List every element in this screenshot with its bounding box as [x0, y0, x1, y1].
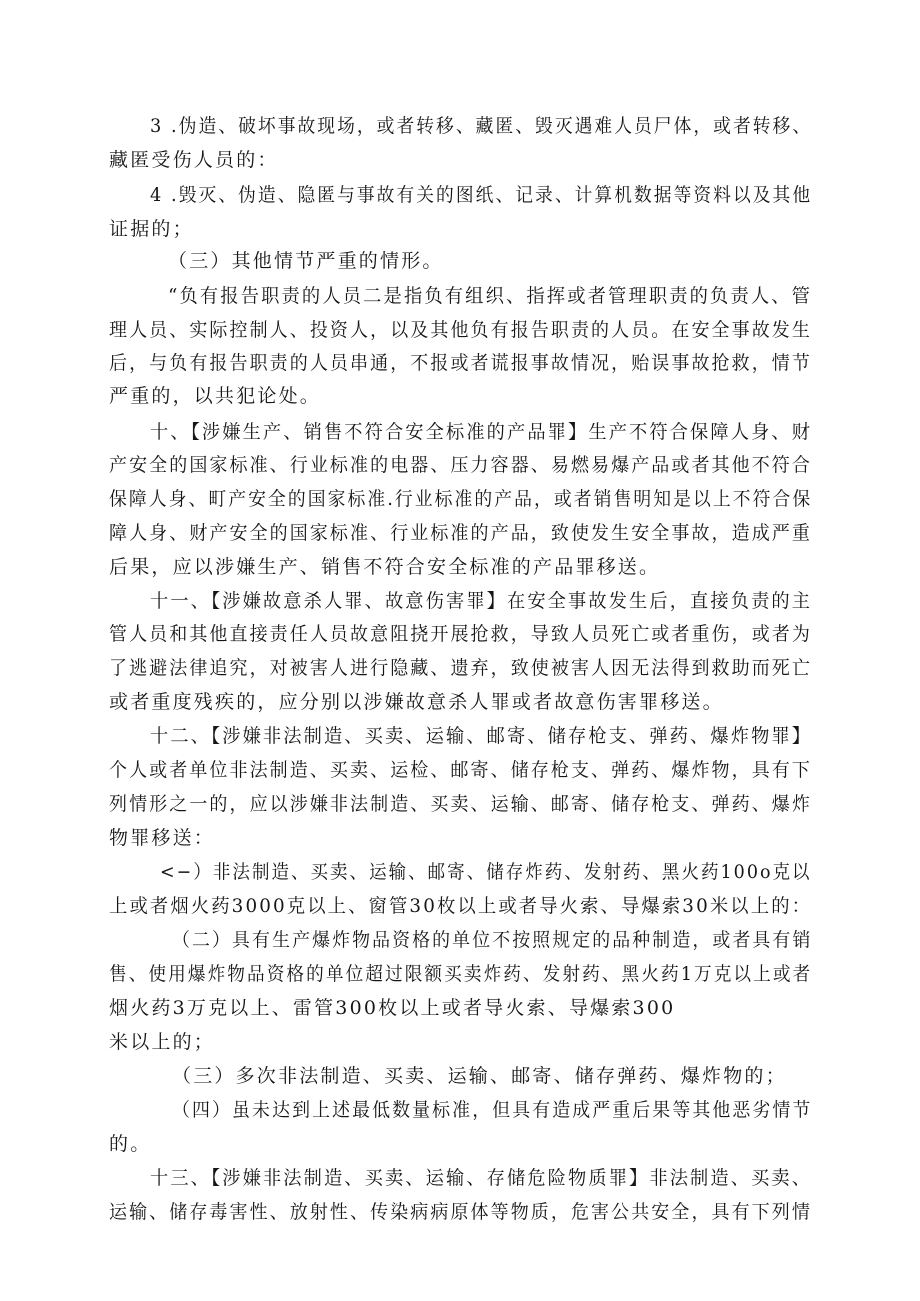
text-line: 障人身、财产安全的国家标准、行业标准的产品，致使发生安全事故，造成严重: [109, 522, 812, 544]
text-line: 4 .毁灭、伪造、隐匿与事故有关的图纸、记录、计算机数据等资料以及其他: [150, 184, 813, 206]
text-line: 后果，应以涉嫌生产、销售不符合安全标准的产品罪移送。: [109, 556, 661, 578]
text-line: 列情形之一的，应以涉嫌非法制造、买卖、运输、邮寄、储存枪支、弹药、爆炸: [109, 793, 812, 815]
text-line: 个人或者单位非法制造、买卖、运检、邮寄、储存枪支、弹药、爆炸物，具有下: [109, 759, 812, 781]
text-line: 后，与负有报告职责的人员串通，不报或者谎报事故情况，贻误事故抢救，情节: [109, 352, 812, 374]
text-line: 了逃避法律追究，对被害人进行隐藏、遗弃，致使被害人因无法得到救助而死亡: [109, 657, 812, 679]
text-line: （四）虽未达到上述最低数量标准，但具有造成严重后果等其他恶劣情节: [172, 1099, 813, 1121]
text-line: 产安全的国家标准、行业标准的电器、压力容器、易燃易爆产品或者其他不符合: [109, 454, 812, 476]
text-line: 或者重度残疾的，应分别以涉嫌故意杀人罪或者故意伤害罪移送。: [109, 691, 724, 713]
text-line: 3 .伪造、破坏事故现场，或者转移、藏匿、毁灭遇难人员尸体，或者转移、: [150, 115, 813, 137]
text-line: 的。: [109, 1133, 152, 1155]
text-line: 十三、【涉嫌非法制造、买卖、运输、存储危险物质罪】非法制造、买卖、: [150, 1167, 813, 1189]
text-line: 理人员、实际控制人、投资人，以及其他负有报告职责的人员。在安全事故发生: [109, 319, 812, 341]
text-line: 十二、【涉嫌非法制造、买卖、运输、邮寄、储存枪支、弹药、爆炸物罪】: [150, 725, 813, 747]
text-line: （二）具有生产爆炸物品资格的单位不按照规定的品种制造，或者具有销: [172, 929, 813, 951]
text-line: 保障人身、町产安全的国家标准.行业标准的产品，或者销售明知是以上不符合保: [109, 488, 813, 510]
text-line: 藏匿受伤人员的：: [109, 149, 279, 171]
text-line: <−）非法制造、买卖、运输、邮寄、储存炸药、发射药、黑火药100o克以: [160, 861, 812, 883]
text-line: 管人员和其他直接责任人员故意阻挠开展抢救，导致人员死亡或者重伤，或者为: [109, 623, 812, 645]
text-line: 米以上的；: [109, 1031, 216, 1053]
text-line: 证据的；: [109, 218, 194, 240]
text-line: 十一、【涉嫌故意杀人罪、故意伤害罪】在安全事故发生后，直接负责的主: [150, 590, 813, 612]
text-line: （三）多次非法制造、买卖、运输、邮寄、储存弹药、爆炸物的；: [172, 1065, 787, 1087]
text-line: 上或者烟火药3000克以上、窗管30枚以上或者导火索、导爆索30米以上的：: [109, 895, 813, 917]
text-line: 运输、储存毒害性、放射性、传染病病原体等物质，危害公共安全，具有下列情: [109, 1201, 812, 1223]
text-line: （三）其他情节严重的情形。: [168, 250, 444, 272]
text-line: 烟火药3万克以上、雷管300枚以上或者导火索、导爆索300: [109, 997, 676, 1019]
text-line: 物罪移送：: [109, 827, 216, 849]
text-line: “负有报告职责的人员二是指负有组织、指挥或者管理职责的负责人、管: [168, 285, 813, 307]
text-line: 售、使用爆炸物品资格的单位超过限额买卖炸药、发射药、黑火药1万克以上或者: [109, 963, 813, 985]
text-line: 严重的，以共犯论处。: [109, 385, 322, 407]
text-line: 十、【涉嫌生产、销售不符合安全标准的产品罪】生产不符合保障人身、财: [150, 421, 813, 443]
